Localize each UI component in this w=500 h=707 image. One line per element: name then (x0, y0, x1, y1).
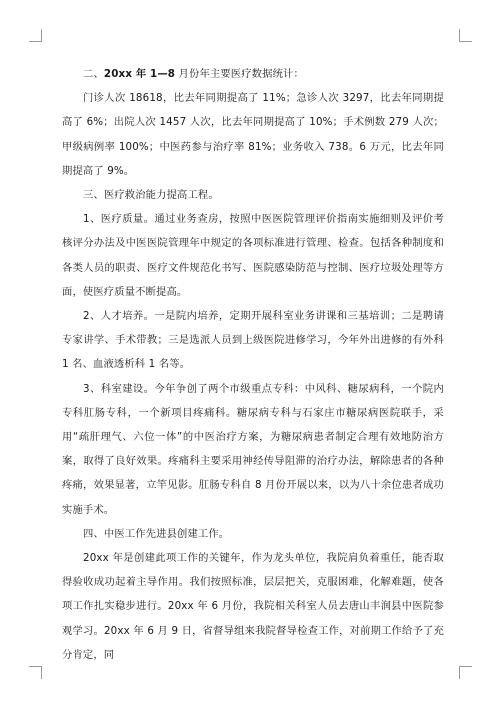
paragraph-talent-training: 2、人才培养。一是院内培养，定期开展科室业务讲课和三基培训；二是聘请专家讲学、手术带教；三是选派人员到上级医院进修学习，今年外出进修的有外科 1 名、血液透析科 1 名等。 (62, 310, 444, 371)
crop-mark-top-left (29, 29, 42, 42)
section-heading-treatment: 三、医疗救治能力提高工程。 (83, 189, 219, 202)
crop-mark-bottom-right (459, 666, 472, 679)
paragraph-tcm-work: 20xx 年是创建此项工作的关键年，作为龙头单位，我院肩负着重任，能否取得验收成功起着主导作用。我们按照标准，层层把关，克服困难，化解难题，使各项工作扎实稳步进行。20xx 年 6 月份，我院相关科室人员去唐山丰润县中医院参观学习。20xx 年 6 月 9 日，省督导组来我院督导检查工作，对前期工作给予了充分肯定，同 (62, 552, 444, 661)
heading-stats-prefix: 二、 (83, 68, 104, 80)
heading-stats-suffix: 月份年主要医疗数据统计： (175, 68, 304, 80)
crop-mark-bottom-left (29, 666, 42, 679)
document-page (62, 62, 444, 667)
paragraph-department-building: 3、科室建设。今年争创了两个市级重点专科：中风科、糖尿病科，一个院内专科肛肠专科，一个新项目疼痛科。糖尿病专科与石家庄市糖尿病医院联手，采用“疏肝理气、六位一体”的中医治疗方案，为糖尿病患者制定合理有效地防治方案，取得了良好效果。疼痛科主要采用神经传导阻滞的治疗办法，解除患者的各种疼痛，效果显著，立竿见影。肛肠专科自 8 月份开展以来，以为八十余位患者成功实施手术。 (62, 382, 444, 516)
heading-stats-bold: 20xx 年 1—8 (103, 68, 176, 80)
crop-mark-top-right (459, 29, 472, 42)
section-heading-tcm: 四、中医工作先进县创建工作。 (83, 527, 230, 540)
paragraph-medical-quality: 1、医疗质量。通过业务查房，按照中医医院管理评价指南实施细则及评价考核评分办法及中医医院管理年中规定的各项标准进行管理、检查。包括各种制度和各类人员的职责、医疗文件规范化书写、医院感染防范与控制、医疗垃圾处理等方面，使医疗质量不断提高。 (62, 213, 444, 298)
paragraph-stats: 门诊人次 18618，比去年同期提高了 11%；急诊人次 3297，比去年同期提高了 6%；出院人次 1457 人次，比去年同期提高了 10%；手术例数 279 人次；甲级病例率 100%；中医药参与治疗率 81%；业务收入 738。6 万元，比去年同期提高了 9%。 (62, 92, 444, 177)
section-heading-stats (62, 62, 444, 86)
